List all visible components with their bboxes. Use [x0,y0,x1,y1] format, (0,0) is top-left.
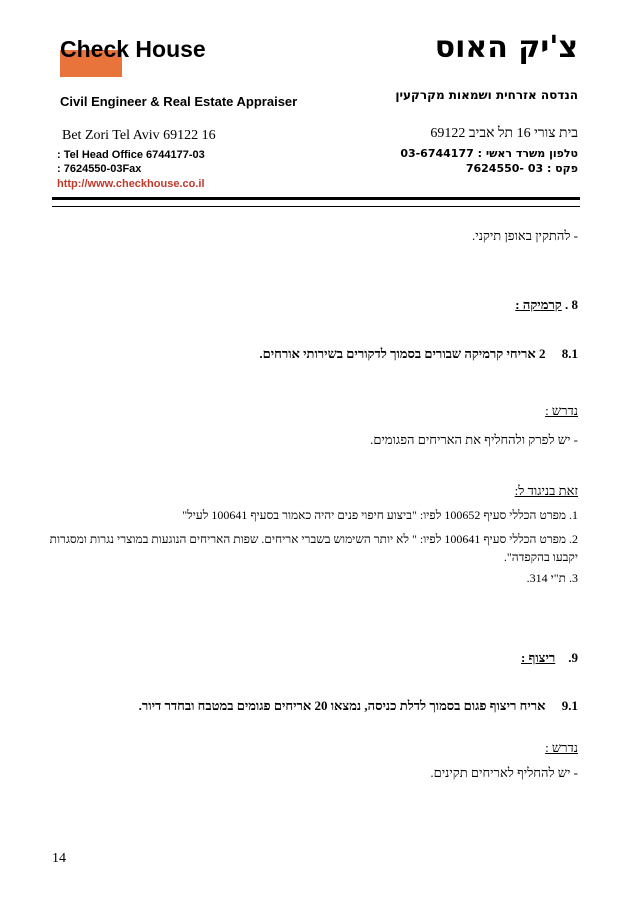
section-8-required-text: - יש לפרק ולהחליף את האריחים הפגומים. [370,432,578,447]
subtitle-english: Civil Engineer & Real Estate Appraiser [60,94,298,109]
subtitle-hebrew: הנדסה אזרחית ושמאות מקרקעין [395,88,578,102]
section-8-heading [515,297,578,313]
section-8-number: 8 . [565,297,578,312]
address-hebrew: בית צורי 16 תל אביב 69122 [430,126,578,141]
item-8-1-number: 8.1 [561,346,578,361]
item-9-1 [139,698,578,714]
violation-3: 3. ת"י 314. [526,571,578,585]
header-divider-thick [52,197,580,200]
page-number: 14 [52,851,66,866]
violation-1: 1. מפרט הכללי סעיף 100652 לפיו: "ביצוע חיפוי פנים יהיה כאמור בסעיף 100641 לעיל" [182,508,578,522]
section-9-required-label: נדרש : [545,740,578,755]
repair-line: - להתקין באופן תיקני. [472,228,578,243]
item-8-1 [259,346,578,362]
section-8-required-label: נדרש : [545,403,578,418]
logo-hebrew: צ'יק האוס [434,30,578,65]
header-divider-thin [52,206,580,207]
logo-english: Check House [60,36,206,62]
fax-english: : 7624550-03Fax [57,163,142,175]
section-9-heading [521,650,578,666]
phone-hebrew: טלפון משרד ראשי : 03-6744177 [400,147,578,160]
phone-english: : Tel Head Office 6744177-03 [57,149,205,161]
fax-hebrew: פקס : 03 -7624550 [465,162,578,175]
item-9-1-number: 9.1 [561,698,578,713]
website-link[interactable]: http://www.checkhouse.co.il [57,178,205,190]
section-9-number: 9. [568,650,578,665]
item-9-1-text: אריח ריצוף פגום בסמוך לדלת כניסה, נמצאו 20 אריחים פגומים במטבח ובחדר דיור. [138,698,546,713]
address-english: Bet Zori Tel Aviv 69122 16 [62,128,216,143]
item-8-1-text: 2 אריחי קרמיקה שבורים בסמוך לדקורים בשירותי אורחים. [259,346,546,361]
violation-2-line-1: 2. מפרט הכללי סעיף 100641 לפיו: " לא יותר השימוש בשברי אריחים. שפות האריחים הנוגעות במוצרי נגרות ומסגרות [49,532,578,546]
violation-label: זאת בניגוד ל: [514,483,578,498]
violation-2-line-2: יקבעו בהקפדה". [503,550,578,564]
section-9-required-text: - יש להחליף לאריחים תקינים. [430,765,578,780]
section-8-title: קרמיקה : [515,297,562,312]
section-9-title: ריצוף : [521,650,556,665]
